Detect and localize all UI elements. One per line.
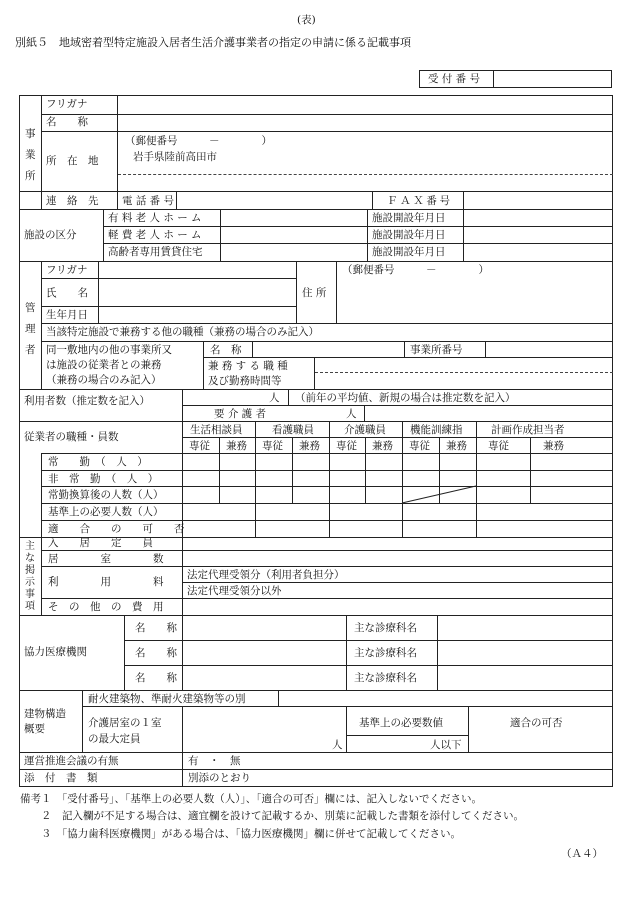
unei-value: 有 ・ 無 [188, 755, 241, 767]
jigyosho-furigana-label: フリガナ [46, 98, 88, 110]
shisetsu-type-1: 有 料 老 人 ホ ー ム [108, 212, 202, 224]
riyoryo: 利 用 料 [48, 576, 164, 588]
shisetsu-type-2: 軽 費 老 人 ホ ー ム [108, 229, 202, 241]
col-seikatsu: 生活相談員 [190, 424, 243, 436]
taika-label: 耐火建築物、準耐火建築物等の別 [88, 693, 246, 705]
row-jokin: 常 勤 （ 人 ） [48, 456, 148, 468]
sub-kenmu-2: 兼務 [299, 440, 320, 452]
kyoryoku-meisho-3: 名 称 [135, 672, 177, 684]
omote-label: (表) [297, 14, 316, 26]
nyukyo-teiin: 入 居 定 員 [48, 537, 153, 549]
jigyosho-postal: （郵便番号 － ） [125, 135, 272, 147]
row-tekigo: 適 合 の 可 否 [48, 523, 185, 535]
riyosha-unit: 人 [269, 392, 280, 404]
unei-label: 運営推進会議の有無 [24, 755, 119, 767]
col-kango: 看護職員 [272, 424, 314, 436]
kijun-label: 基準上の必要数値 [359, 717, 443, 729]
jigyosho-city: 岩手県陸前高田市 [133, 151, 217, 163]
dairi-2: 法定代理受領分以外 [187, 585, 282, 597]
sub-senju-4: 専従 [409, 440, 430, 452]
sub-senju-1: 専従 [189, 440, 210, 452]
open-date-label-1: 施設開設年月日 [372, 212, 446, 224]
sub-senju-3: 専従 [336, 440, 357, 452]
yokaigo-unit: 人 [346, 408, 357, 420]
page-title: 別紙５ 地域密着型特定施設入居者生活介護事業者の指定の申請に係る記載事項 [15, 36, 411, 49]
sub-senju-2: 専従 [262, 440, 283, 452]
sonota-hiyo: そ の 他 の 費 用 [48, 601, 164, 613]
kanrisha-postal: （郵便番号 － ） [342, 264, 489, 276]
tekigo-label: 適合の可否 [510, 717, 563, 729]
kanrisha-section-label: 管 理 者 [25, 302, 36, 356]
col-kaigo: 介護職員 [344, 424, 386, 436]
kanrisha-other-2: は施設の従業者との兼務 [46, 359, 162, 371]
note-3: ３ 「協力歯科医療機関」がある場合は、「協力医療機関」欄に併せて記載してください。 [20, 828, 461, 840]
kanrisha-kenmu-label: 当該特定施設で兼務する他の職種（兼務の場合のみ記入） [46, 326, 319, 338]
shisetsu-kubun-label: 施設の区分 [24, 229, 77, 241]
kanrisha-name-label: 氏 名 [46, 287, 88, 299]
jigyosho-address-label: 所 在 地 [46, 155, 99, 167]
kenchiku-ika: 人以下 [430, 739, 462, 751]
kenmu-shokushu-1: 兼 務 す る 職 種 [208, 360, 288, 372]
fax-label: ＦＡＸ番号 [387, 195, 453, 207]
sub-senju-5: 専従 [488, 440, 509, 452]
receipt-label: 受 付 番 号 [428, 73, 481, 85]
kyoryoku-meisho-2: 名 称 [135, 647, 177, 659]
tempu-value: 別添のとおり [188, 772, 251, 784]
shisetsu-type-3: 高齢者専用賃貸住宅 [108, 246, 203, 258]
row-kansan: 常勤換算後の人数（人） [48, 489, 164, 501]
kyoshitsu-teiin-1: 介護居室の１室 [88, 717, 162, 729]
jigyosho-section-label: 事 業 所 [25, 128, 36, 182]
col-keikaku: 計画作成担当者 [491, 424, 565, 436]
kyoshitsu-teiin-2: の最大定員 [88, 733, 141, 745]
open-date-label-3: 施設開設年月日 [372, 246, 446, 258]
sub-kenmu-1: 兼務 [226, 440, 247, 452]
sub-kenmu-4: 兼務 [446, 440, 467, 452]
dairi-1: 法定代理受領分（利用者負担分） [187, 569, 345, 581]
shinryo-1: 主な診療科名 [354, 622, 417, 634]
kyoryoku-label: 協力医療機関 [24, 646, 87, 658]
jigyosho-contact-label: 連 絡 先 [46, 195, 99, 207]
riyosha-label: 利用者数（推定数を記入） [24, 395, 150, 407]
kenchiku-label-1: 建物構造 [24, 708, 66, 720]
col-kinou: 機能訓練指 [410, 424, 463, 436]
jigyosho-no-label: 事業所番号 [410, 344, 463, 356]
riyosha-note: （前年の平均値、新規の場合は推定数を記入） [295, 392, 516, 404]
paper-size: （Ａ４） [561, 848, 603, 860]
sub-kenmu-5: 兼務 [543, 440, 564, 452]
shinryo-2: 主な診療科名 [354, 647, 417, 659]
yokaigo-label: 要 介 護 者 [214, 408, 267, 420]
kenmu-shokushu-2: 及び勤務時間等 [208, 375, 282, 387]
kanrisha-other-3: （兼務の場合のみ記入） [46, 374, 162, 386]
keiji-section-label: 主 な 掲 示 事 項 [25, 541, 35, 612]
kyoryoku-meisho-1: 名 称 [135, 622, 177, 634]
staff-label: 従業者の職種・員数 [24, 431, 119, 443]
row-kijun: 基準上の必要人数（人） [48, 506, 164, 518]
sub-kenmu-3: 兼務 [372, 440, 393, 452]
jigyosho-name-label: 名 称 [46, 116, 88, 128]
tel-label: 電 話 番 号 [122, 195, 175, 207]
kenchiku-unit: 人 [332, 739, 343, 751]
kyoshitsu-su: 居 室 数 [48, 553, 164, 565]
kanrisha-birth-label: 生年月日 [46, 309, 88, 321]
kanrisha-furigana-label: フリガナ [46, 264, 88, 276]
tempu-label: 添 付 書 類 [24, 772, 98, 784]
kanrisha-other-1: 同一敷地内の他の事業所又 [46, 344, 172, 356]
note-1: 備考１ 「受付番号」、「基準上の必要人数（人）」、「適合の可否」欄には、記入しないでください。 [20, 793, 482, 805]
note-2: ２ 記入欄が不足する場合は、適宜欄を設けて記載するか、別葉に記載した書類を添付してください。 [20, 810, 524, 822]
shinryo-3: 主な診療科名 [354, 672, 417, 684]
kanrisha-address-label: 住 所 [302, 287, 327, 299]
row-hijokin: 非 常 勤 （ 人 ） [48, 473, 159, 485]
open-date-label-2: 施設開設年月日 [372, 229, 446, 241]
kenchiku-label-2: 概要 [24, 723, 45, 735]
kanrisha-meisho-label: 名 称 [210, 344, 242, 356]
